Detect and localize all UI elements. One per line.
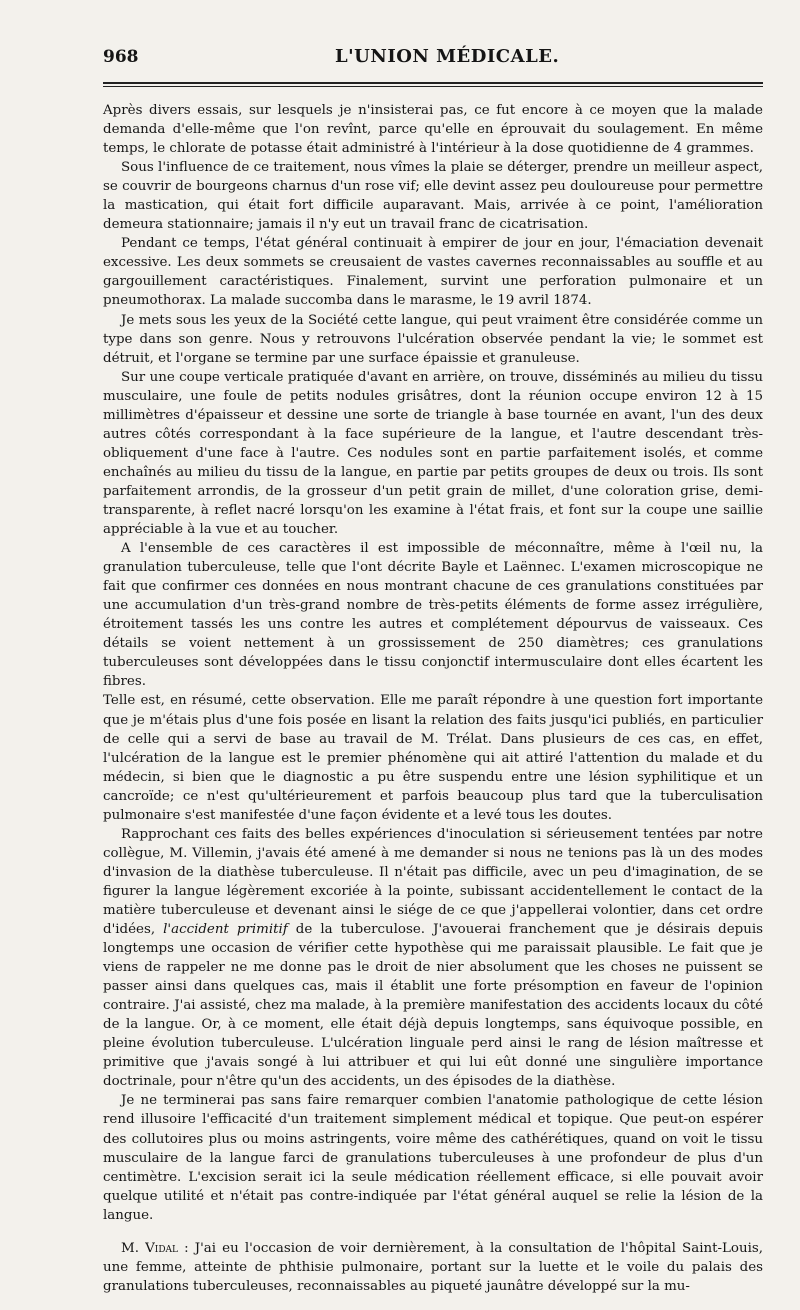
paragraph-p6 xyxy=(103,539,763,691)
paragraph-text: Rapprochant ces faits des belles expériences d'inoculation si sérieusement tentées par notre collègue, M. Villemin, j'avais été amené à me demander si nous ne tenions pas là un des modes d'invasion de la diathèse tuberculeuse. Il n'était pas difficile, avec un peu d'imagination, de se figurer la langue légèrement excoriée à la pointe, subissant accidentellement le contact de la matière tuberculeuse et devenant ainsi le siége de ce que j'appellerai volontier, dans cet ordre d'idées, xyxy=(103,826,763,938)
paragraph-text: Sur une coupe verticale pratiquée d'avant en arrière, on trouve, disséminés au milieu du tissu musculaire, une foule de petits nodules grisâtres, dont la réunion occupe environ 12 à 15 millimètres d'épaisseur et dessine une sorte de triangle à base tournée en avant, l'un des deux autres côtés correspondant à la face supérieure de la langue, et l'autre descendant très-obliquement d'une face à l'autre. Ces nodules sont en partie parfaitement isolés, et comme enchaînés au milieu du tissu de la langue, en partie par petits groupes de deux ou trois. Ils sont parfaitement arrondis, de la grosseur d'un petit grain de millet, d'une coloration grise, demi-transparente, à reflet nacré lorsqu'on les examine à l'état frais, et font sur la coupe une saillie appréciable à la vue et au toucher. xyxy=(103,369,763,538)
paragraph-p9 xyxy=(103,1091,763,1224)
paragraph-p1 xyxy=(103,101,763,158)
paragraph-p5 xyxy=(103,368,763,539)
paragraph-text: Je ne terminerai pas sans faire remarquer combien l'anatomie pathologique de cette lésion rend illusoire l'efficacité d'un traitement simplement médical et topique. Que peut-on espérer des collutoires plus ou moins astringents, voire même des cathérétiques, quand on voit le tissu musculaire de la langue farci de granulations tuberculeuses à une profondeur de plus d'un centimètre. L'excision serait ici la seule médication réellement efficace, si elle pouvait avoir quelque utilité et n'était pas contre-indiquée par l'état général auquel se relie la lésion de la langue. xyxy=(103,1093,763,1223)
emphasis-text: l'accident primitif xyxy=(163,922,288,938)
header-rule xyxy=(103,82,763,87)
page-number: 968 xyxy=(103,47,139,67)
paragraph-text: Je mets sous les yeux de la Société cette langue, qui peut vraiment être considérée comme un type dans son genre. Nous y retrouvons l'ulcération observée pendant la vie; le sommet est détruit, et l'organe se termine par une surface épaissie et granuleuse. xyxy=(103,312,763,366)
paragraph-p4 xyxy=(103,311,763,368)
paragraph-text: M. xyxy=(121,1240,146,1256)
paragraph-text: Après divers essais, sur lesquels je n'insisterai pas, ce fut encore à ce moyen que la malade demanda d'elle-même que l'on revînt, parce qu'elle en éprouvait du soulagement. En même temps, le chlorate de potasse était administré à l'intérieur à la dose quotidienne de 4 grammes. xyxy=(103,103,763,157)
paragraph-text: de la tuberculose. J'avouerai franchement que je désirais depuis longtemps une occasion de vérifier cette hypothèse qui me paraissait plausible. Le fait que je viens de rappeler ne me donne pas le droit de nier absolument que les choses ne puissent se passer ainsi dans quelques cas, mais il établit une forte présomption en faveur de l'opinion contraire. J'ai assisté, chez ma malade, à la première manifestation des accidents locaux du côté de la langue. Or, à ce moment, elle était déjà depuis longtemps, sans équivoque possible, en pleine évolution tuberculeuse. L'ulcération linguale perd ainsi le rang de lésion maîtresse et primitive que j'avais songé à lui attribuer et qui lui eût donné une singulière importance doctrinale, pour n'être qu'un des accidents, un des épisodes de la diathèse. xyxy=(103,922,763,1090)
paragraph-p7 xyxy=(103,691,763,824)
article-body xyxy=(103,101,763,1296)
paragraph-p2 xyxy=(103,158,763,234)
running-title: L'UNION MÉDICALE. xyxy=(335,46,560,67)
paragraph-text: Pendant ce temps, l'état général continuait à empirer de jour en jour, l'émaciation devenait excessive. Les deux sommets se creusaient de vastes cavernes reconnaissables au souffle et au gargouillement caractéristiques. Finalement, survint une perforation pulmonaire et un pneumothorax. La malade succomba dans le marasme, le 19 avril 1874. xyxy=(103,236,763,309)
paragraph-text: : J'ai eu l'occasion de voir dernièrement, à la consultation de l'hôpital Saint-Louis, une femme, atteinte de phthisie pulmonaire, portant sur la luette et le voile du palais des granulations tuberculeuses, reconnaissables au piqueté jaunâtre développé sur la mu- xyxy=(103,1240,763,1294)
page-header xyxy=(103,46,762,76)
paragraph-text: Telle est, en résumé, cette observation. Elle me paraît répondre à une question fort importante que je m'étais plus d'une fois posée en lisant la relation des faits jusqu'ici publiés, en particulier de celle qui a servi de base au travail de M. Trélat. Dans plusieurs de ces cas, en effet, l'ulcération de la langue est le premier phénomène qui ait attiré l'attention du malade et du médecin, si bien que le diagnostic a pu être suspendu entre une lésion syphilitique et un cancroïde; ce n'est qu'ultérieurement et parfois beaucoup plus tard que la tuberculisation pulmonaire s'est manifestée d'une façon évidente et a levé tous les doutes. xyxy=(103,693,763,823)
paragraph-p8 xyxy=(103,825,763,1092)
paragraph-p10 xyxy=(103,1239,763,1296)
paragraph-text: A l'ensemble de ces caractères il est impossible de méconnaître, même à l'œil nu, la granulation tuberculeuse, telle que l'ont décrite Bayle et Laënnec. L'examen microscopique ne fait que confirmer ces données en nous montrant chacune de ces granulations constituées par une accumulation d'un très-grand nombre de très-petits éléments de forme assez irrégulière, étroitement tassés les uns contre les autres et complétement dépourvus de vaisseaux. Ces détails se voient nettement à un grossissement de 250 diamètres; ces granulations tuberculeuses sont développées dans le tissu conjonctif intermusculaire dont elles écartent les fibres. xyxy=(103,541,763,690)
paragraph-p3 xyxy=(103,234,763,310)
speaker-name: Vidal xyxy=(145,1240,179,1256)
paragraph-text: Sous l'influence de ce traitement, nous vîmes la plaie se déterger, prendre un meilleur aspect, se couvrir de bourgeons charnus d'un rose vif; elle devint assez peu douloureuse pour permettre la mastication, qui était fort difficile auparavant. Mais, arrivée à ce point, l'amélioration demeura stationnaire; jamais il n'y eut un travail franc de cicatrisation. xyxy=(103,160,763,233)
